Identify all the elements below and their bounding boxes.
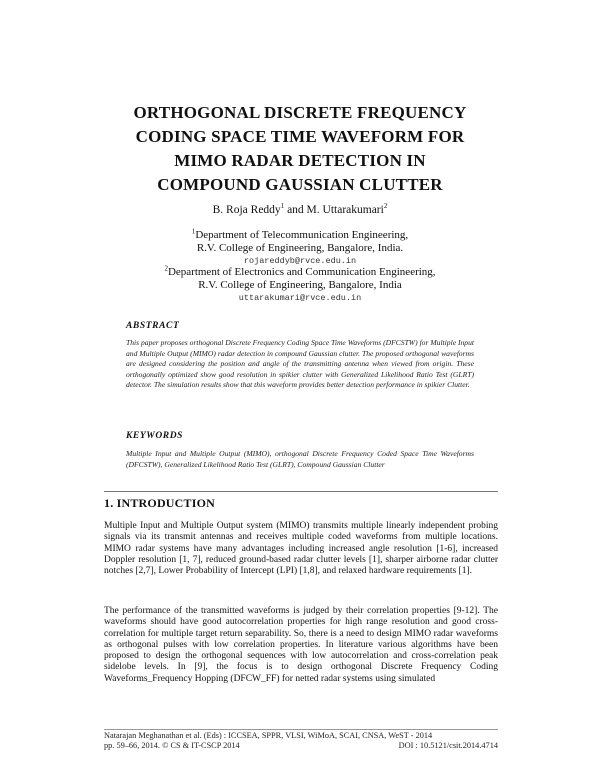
- section-divider: [104, 491, 498, 492]
- affiliation-college: R.V. College of Engineering, Bangalore, India.: [196, 242, 404, 254]
- affiliation-college: R.V. College of Engineering, Bangalore, India: [198, 279, 402, 291]
- paper-title: [70, 101, 530, 197]
- abstract-heading: ABSTRACT: [126, 321, 180, 331]
- author-superscript: 1: [280, 202, 285, 211]
- title-line: ORTHOGONAL DISCRETE FREQUENCY: [133, 103, 467, 122]
- footer-divider: [104, 729, 498, 730]
- author-line: [100, 203, 500, 217]
- author-email: rojareddyb@rvce.edu.in: [243, 256, 357, 266]
- keywords-text: Multiple Input and Multiple Output (MIMO), orthogonal Discrete Frequency Coded Space Time Waveforms (DFCSTW), Generalized Likelihood Ratio Test (GLRT), Compound Gaussian Clutter: [126, 449, 474, 469]
- title-line: COMPOUND GAUSSIAN CLUTTER: [157, 175, 443, 194]
- keywords-heading: KEYWORDS: [126, 431, 184, 441]
- affiliation-department: Department of Telecommunication Engineering,: [195, 229, 409, 241]
- affiliation-superscript: 1: [191, 227, 196, 236]
- affiliation: [100, 266, 500, 304]
- author-name: M. Uttarakumari: [306, 204, 384, 216]
- author-name: B. Roja Reddy: [212, 204, 281, 216]
- footer-doi: DOI : 10.5121/csit.2014.4714: [398, 741, 498, 750]
- footer-pages-text: pp. 59–66, 2014. © CS & IT-CSCP 2014: [104, 741, 240, 750]
- footer-pages: [104, 741, 498, 752]
- author-superscript: 2: [383, 202, 388, 211]
- body-paragraph: The performance of the transmitted waveforms is judged by their correlation properties [9-12]. The waveforms should have good autocorrelation properties for high range resolution and good cross-correlation for multiple target return separability. So, there is a need to design MIMO radar waveforms as orthogonal pulses with low correlation properties. In literature various algorithms have been proposed to design the orthogonal sequences with low autocorrelation and cross-correlation peak sidelobe levels. In [9], the focus is to design orthogonal Discrete Frequency Coding Waveforms_Frequency Hopping (DFCW_FF) for netted radar systems using simulated: [104, 606, 498, 684]
- affiliation-superscript: 2: [164, 264, 168, 273]
- author-joiner: and: [284, 204, 307, 216]
- affiliation-department: Department of Electronics and Communication Engineering,: [167, 266, 436, 278]
- title-line: CODING SPACE TIME WAVEFORM FOR: [135, 127, 465, 146]
- footer-citation: Natarajan Meghanathan et al. (Eds) : ICCSEA, SPPR, VLSI, WiMoA, SCAI, CNSA, WeST - 2014: [104, 731, 433, 740]
- abstract-text: This paper proposes orthogonal Discrete Frequency Coding Space Time Waveforms (DFCSTW) for Multiple Input and Multiple Output (MIMO) radar detection in compound Gaussian clutter. The proposed orthogonal waveforms are designed considering the position and angle of the transmitting antenna when viewed from origin. These orthogonally optimized show good resolution in spikier clutter with Generalized Likelihood Ratio Test (GLRT) detector. The simulation results show that this waveform provides better detection performance in spikier Clutter.: [126, 338, 474, 389]
- author-email: uttarakumari@rvce.edu.in: [238, 293, 362, 303]
- introduction-heading: 1. INTRODUCTION: [104, 496, 216, 510]
- title-line: MIMO RADAR DETECTION IN: [174, 151, 426, 170]
- body-paragraph: Multiple Input and Multiple Output system (MIMO) transmits multiple linearly independent probing signals via its transmit antennas and receives multiple coded waveforms from multiple locations. MIMO radar systems have many advantages including increased angle resolution [1-6], increased Doppler resolution [1, 7], reduced ground-based radar clutter levels [1], sharper airborne radar clutter notches [2,7], Lower Probability of Intercept (LPI) [1,8], and relaxed hardware requirements [1].: [104, 521, 498, 577]
- affiliation: [100, 229, 500, 267]
